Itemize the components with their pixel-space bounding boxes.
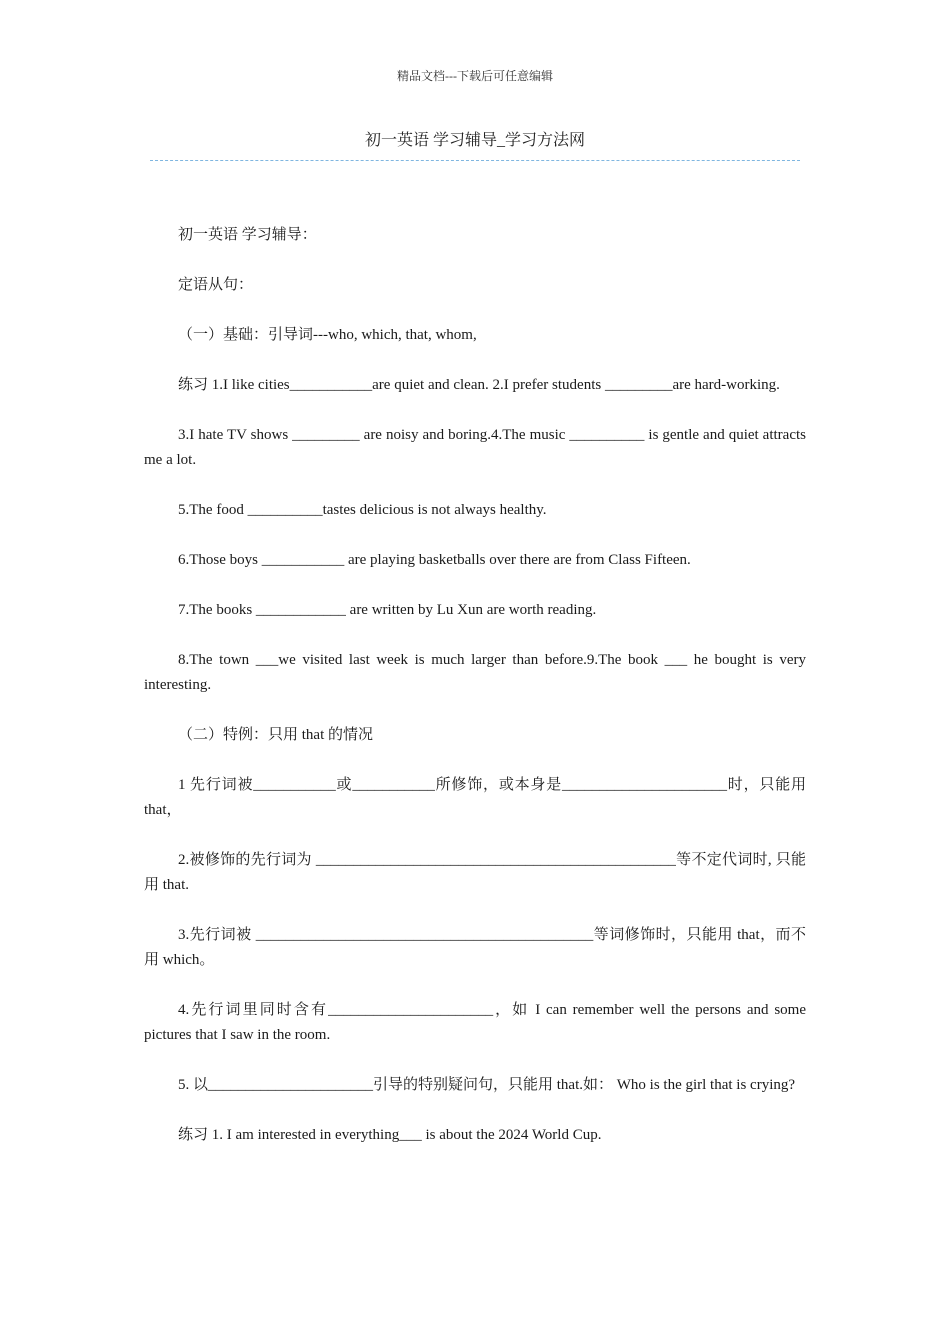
exercise1-item-5: 5.The food __________tastes delicious is not always healthy.: [178, 502, 547, 518]
topic-paragraph: 定语从句：: [178, 277, 254, 293]
exercise2-item-1: 练习 1. I am interested in everything___ is about the 2024 World Cup.: [178, 1127, 602, 1143]
header-divider: [150, 160, 800, 161]
exercise1-item-6: 6.Those boys ___________ are playing basketballs over there are from Class Fifteen.: [178, 552, 691, 568]
exercise1-item-7: 7.The books ____________ are written by Lu Xun are worth reading.: [178, 602, 597, 618]
section1-heading: （一）基础：引导词---who, which, that, whom,: [178, 327, 477, 343]
rule-5: 5. 以______________________引导的特别疑问句，只能用 that.如： Who is the girl that is crying?: [178, 1077, 796, 1093]
section2-heading: （二）特例：只用 that 的情况: [178, 727, 373, 743]
exercise1-item-3-4: 3.I hate TV shows _________ are noisy and boring.4.The music __________ is gentle and quiet attracts me a lot.: [144, 427, 806, 468]
intro-paragraph: 初一英语 学习辅导：: [178, 227, 317, 243]
header-note: 精品文档---下载后可任意编辑: [397, 69, 553, 83]
exercise1-item-8-9: 8.The town ___we visited last week is much larger than before.9.The book ___ he bought is very interesting.: [144, 652, 806, 693]
rule-1: 1 先行词被___________或___________所修饰，或本身是______________________时，只能用 that，: [144, 777, 806, 818]
document-body: [144, 223, 806, 1173]
rule-2: 2.被修饰的先行词为 ________________________________________________等不定代词时, 只能用 that.: [144, 852, 806, 893]
document-title: 初一英语 学习辅导_学习方法网: [364, 132, 585, 149]
exercise1-item-1-2: 练习 1.I like cities___________are quiet and clean. 2.I prefer students _________are hard-working.: [178, 377, 780, 393]
rule-4: 4.先行词里同时含有______________________，如 I can remember well the persons and some pictures that I saw in the room.: [144, 1002, 806, 1043]
rule-3: 3.先行词被 _____________________________________________等词修饰时，只能用 that，而不用 which。: [144, 927, 806, 968]
